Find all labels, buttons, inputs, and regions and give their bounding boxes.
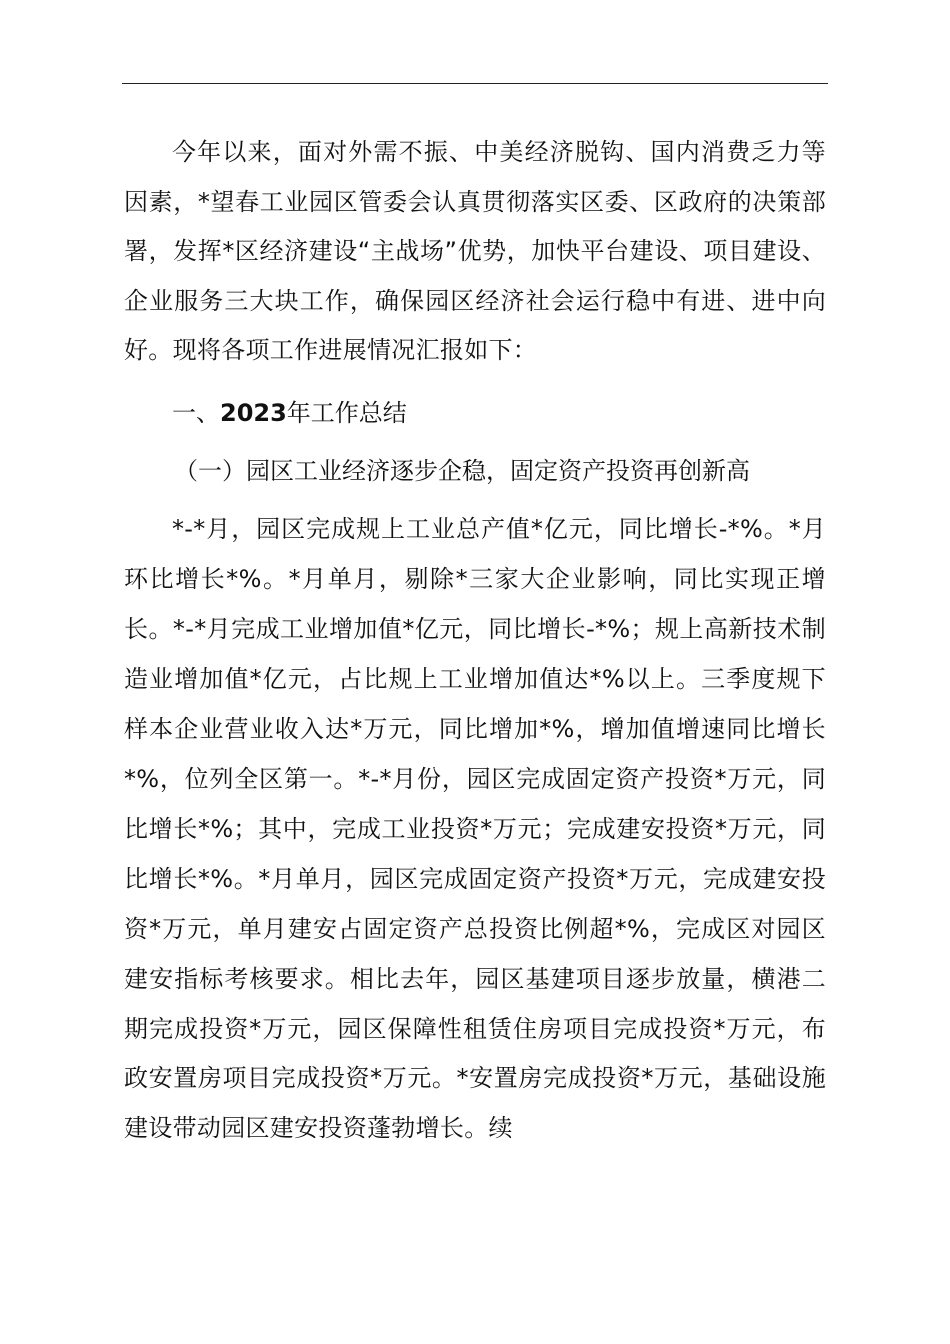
subsection-body-paragraph: *-*月，园区完成规上工业总产值*亿元，同比增长-*%。*月环比增长*%。*月单月，剔除*三家大企业影响，同比实现正增长。*-*月完成工业增加值*亿元，同比增长-*%；规上高新技术制造业增加值*亿元，占比规上工业增加值达*%以上。三季度规下样本企业营业收入达*万元，同比增加*%，增加值增速同比增长*%，位列全区第一。*-*月份，园区完成固定资产投资*万元，同比增长*%；其中，完成工业投资*万元；完成建安投资*万元，同比增长*%。*月单月，园区完成固定资产投资*万元，完成建安投资*万元，单月建安占固定资产总投资比例超*%，完成区对园区建安指标考核要求。相比去年，园区基建项目逐步放量，横港二期完成投资*万元，园区保障性租赁住房项目完成投资*万元，布政安置房项目完成投资*万元。*安置房完成投资*万元，基础设施建设带动园区建安投资蓬勃增长。续	[124, 514, 826, 1143]
subsection-heading-1: （一）园区工业经济逐步企稳，固定资产投资再创新高	[174, 456, 750, 485]
section-heading-1	[124, 389, 826, 438]
section-prefix: 一、	[172, 398, 220, 427]
section-suffix: 年工作总结	[286, 398, 407, 427]
intro-paragraph: 今年以来，面对外需不振、中美经济脱钩、国内消费乏力等因素，*望春工业园区管委会认真贯彻落实区委、区政府的决策部署，发挥*区经济建设“主战场”优势，加快平台建设、项目建设、企业服务三大块工作，确保园区经济社会运行稳中有进、进中向好。现将各项工作进展情况汇报如下：	[124, 138, 826, 365]
document-body	[124, 128, 826, 1154]
header-rule	[122, 83, 828, 84]
section-year: 2023	[220, 398, 287, 427]
